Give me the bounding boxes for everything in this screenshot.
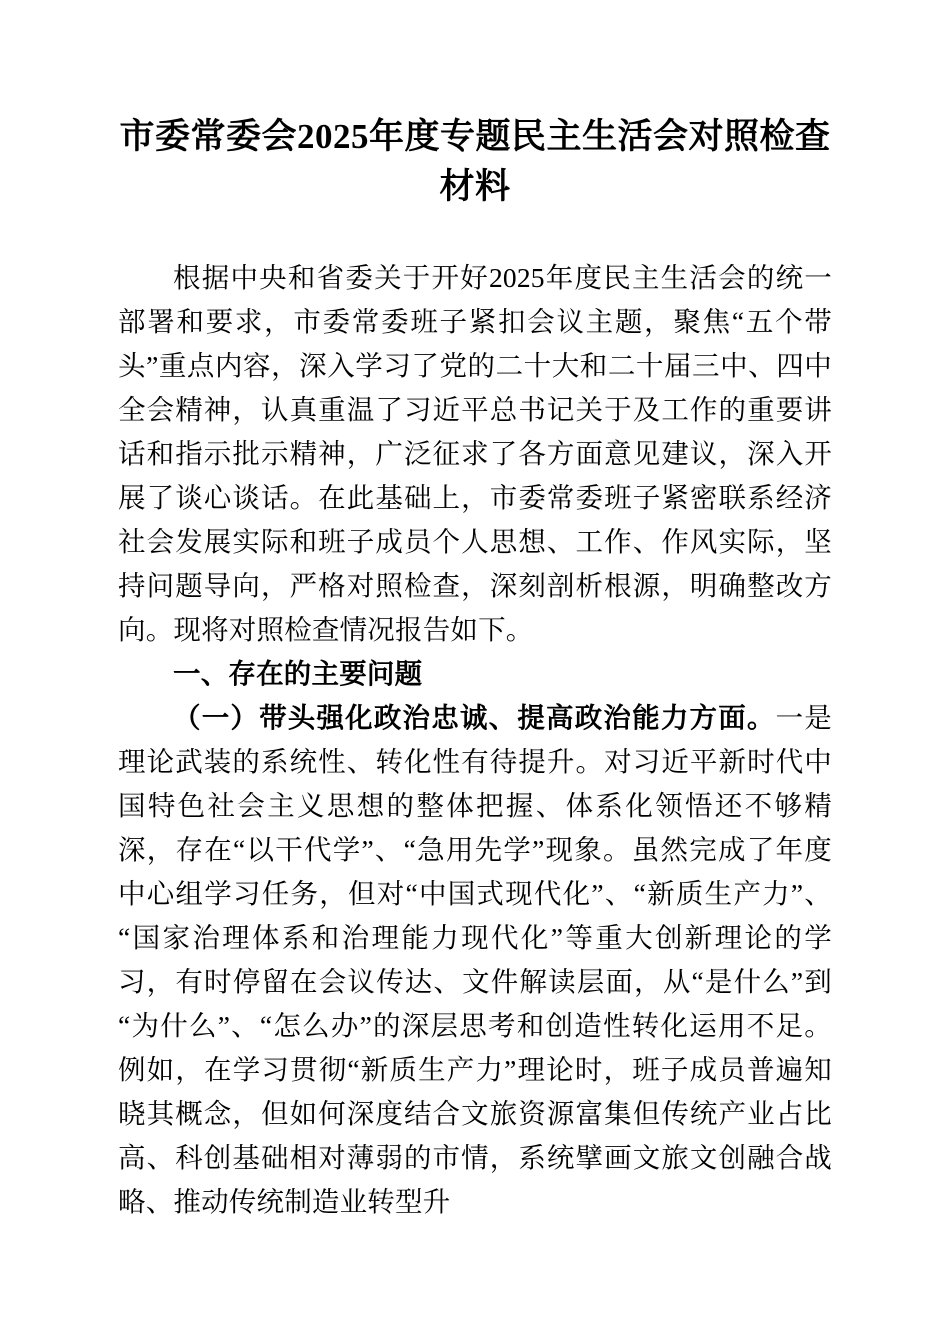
section-heading-main-problems: 一、存在的主要问题 bbox=[173, 658, 423, 689]
subsection-lead-bold: （一）带头强化政治忠诚、提高政治能力方面。 bbox=[173, 702, 776, 733]
document-content bbox=[118, 0, 832, 1224]
paragraph-subsection-one bbox=[118, 696, 832, 1224]
subsection-body-text: 一是理论武装的系统性、转化性有待提升。对习近平新时代中国特色社会主义思想的整体把握、体系化领悟还不够精深，存在“以干代学”、“急用先学”现象。虽然完成了年度中心组学习任务，但对“中国式现代化”、“新质生产力”、“国家治理体系和治理能力现代化”等重大创新理论的学习，有时停留在会议传达、文件解读层面，从“是什么”到“为什么”、“怎么办”的深层思考和创造性转化运用不足。例如，在学习贯彻“新质生产力”理论时，班子成员普遍知晓其概念，但如何深度结合文旅资源富集但传统产业占比高、科创基础相对薄弱的市情，系统擘画文旅文创融合战略、推动传统制造业转型升 bbox=[118, 702, 832, 1217]
paragraph-intro: 根据中央和省委关于开好2025年度民主生活会的统一部署和要求，市委常委班子紧扣会议主题，聚焦“五个带头”重点内容，深入学习了党的二十大和二十届三中、四中全会精神，认真重温了习近平总书记关于及工作的重要讲话和指示批示精神，广泛征求了各方面意见建议，深入开展了谈心谈话。在此基础上，市委常委班子紧密联系经济社会发展实际和班子成员个人思想、工作、作风实际，坚持问题导向，严格对照检查，深刻剖析根源，明确整改方向。现将对照检查情况报告如下。 bbox=[118, 262, 832, 645]
page-title: 市委常委会2025年度专题民主生活会对照检查材料 bbox=[119, 117, 831, 206]
